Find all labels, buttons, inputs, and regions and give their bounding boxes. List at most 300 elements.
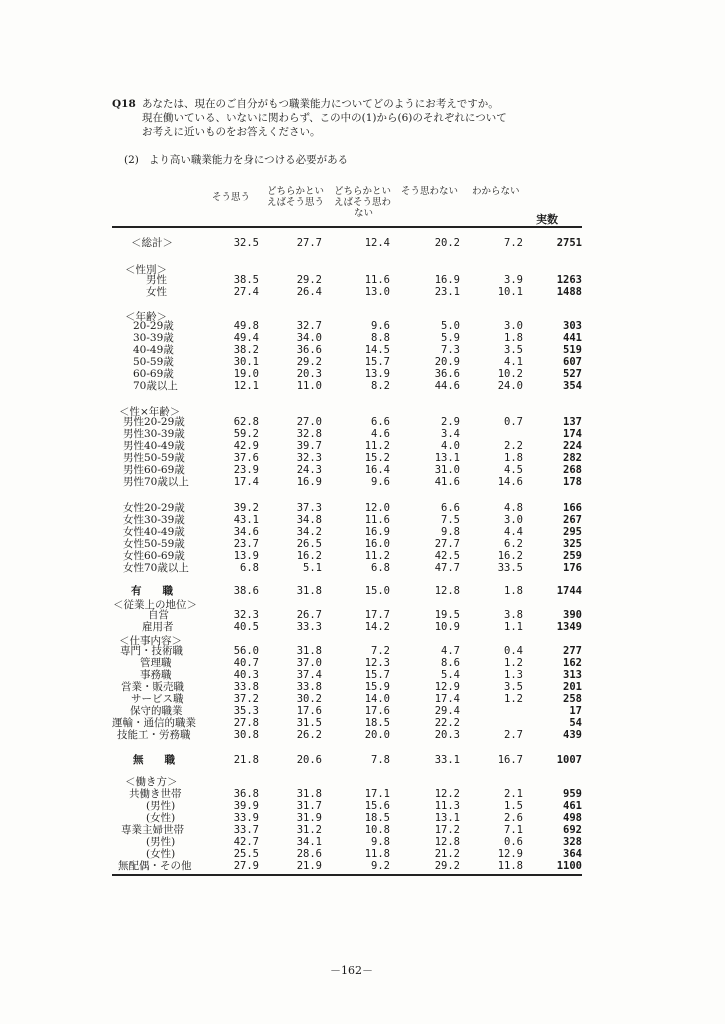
- cell-value: 3.0: [504, 320, 523, 332]
- cell-value: 31.9: [296, 812, 322, 824]
- cell-value: 35.3: [233, 705, 259, 717]
- row-label: 男性20-29歳: [123, 416, 185, 428]
- cell-value: 13.9: [364, 368, 390, 380]
- cell-value: 3.4: [441, 428, 460, 440]
- cell-value: 3.0: [504, 514, 523, 526]
- cell-value: 33.5: [497, 562, 523, 574]
- cell-value: 18.5: [364, 812, 390, 824]
- cell-value: 6.8: [371, 562, 390, 574]
- row-label: 技能工・労務職: [117, 729, 191, 741]
- cell-count: 54: [569, 717, 582, 729]
- cell-value: 33.7: [233, 824, 259, 836]
- cell-value: 11.8: [497, 860, 523, 872]
- table-row: [0, 609, 725, 621]
- cell-value: 4.1: [504, 356, 523, 368]
- row-label: 男性: [146, 274, 167, 286]
- table-bottom-rule: [112, 874, 582, 876]
- sub-question-number: (2): [124, 154, 139, 166]
- cell-value: 2.7: [504, 729, 523, 741]
- cell-value: 49.4: [233, 332, 259, 344]
- cell-value: 42.5: [434, 550, 460, 562]
- cell-value: 29.2: [434, 860, 460, 872]
- cell-count: 176: [563, 562, 582, 574]
- cell-value: 34.1: [296, 836, 322, 848]
- row-label: 女性50-59歳: [123, 538, 185, 550]
- column-header: わからない: [472, 186, 520, 197]
- cell-count: 259: [563, 550, 582, 562]
- cell-value: 12.8: [434, 585, 460, 597]
- cell-value: 42.7: [233, 836, 259, 848]
- cell-value: 14.2: [364, 621, 390, 633]
- cell-value: 25.5: [233, 848, 259, 860]
- cell-value: 3.5: [504, 681, 523, 693]
- cell-value: 8.2: [371, 380, 390, 392]
- cell-value: 5.0: [441, 320, 460, 332]
- row-label: 有 職: [131, 585, 173, 597]
- table-row: [0, 274, 725, 286]
- cell-value: 4.6: [371, 428, 390, 440]
- cell-value: 23.7: [233, 538, 259, 550]
- cell-value: 17.6: [296, 705, 322, 717]
- row-label: サービス職: [131, 693, 184, 705]
- cell-value: 1.3: [504, 669, 523, 681]
- cell-value: 34.6: [233, 526, 259, 538]
- cell-count: 1488: [556, 286, 582, 298]
- cell-value: 20.9: [434, 356, 460, 368]
- table-row: [0, 416, 725, 428]
- cell-value: 26.7: [296, 609, 322, 621]
- cell-count: 607: [563, 356, 582, 368]
- cell-count: 461: [563, 800, 582, 812]
- table-row: [0, 860, 725, 872]
- cell-value: 29.2: [296, 356, 322, 368]
- cell-value: 26.5: [296, 538, 322, 550]
- table-row: [0, 332, 725, 344]
- cell-value: 16.9: [434, 274, 460, 286]
- cell-value: 19.5: [434, 609, 460, 621]
- cell-count: 390: [563, 609, 582, 621]
- cell-value: 32.5: [233, 237, 259, 249]
- cell-value: 10.1: [497, 286, 523, 298]
- cell-value: 36.6: [434, 368, 460, 380]
- cell-value: 17.6: [364, 705, 390, 717]
- cell-value: 30.2: [296, 693, 322, 705]
- cell-value: 7.8: [371, 754, 390, 766]
- cell-value: 11.6: [364, 274, 390, 286]
- cell-value: 27.4: [233, 286, 259, 298]
- row-label: 50-59歳: [133, 356, 174, 368]
- cell-value: 38.6: [233, 585, 259, 597]
- cell-value: 36.8: [233, 788, 259, 800]
- cell-value: 29.2: [296, 274, 322, 286]
- cell-value: 37.6: [233, 452, 259, 464]
- cell-value: 16.9: [364, 526, 390, 538]
- row-label: 女性70歳以上: [123, 562, 189, 574]
- table-row: [0, 538, 725, 550]
- cell-value: 16.0: [364, 538, 390, 550]
- cell-value: 16.9: [296, 476, 322, 488]
- cell-value: 40.3: [233, 669, 259, 681]
- cell-value: 12.4: [364, 237, 390, 249]
- cell-value: 37.2: [233, 693, 259, 705]
- section-heading: ＜仕事内容＞: [119, 635, 182, 647]
- cell-value: 11.6: [364, 514, 390, 526]
- cell-value: 16.4: [364, 464, 390, 476]
- cell-value: 1.2: [504, 657, 523, 669]
- cell-value: 6.6: [441, 502, 460, 514]
- row-label: 運輸・通信的職業: [112, 717, 196, 729]
- cell-value: 39.2: [233, 502, 259, 514]
- cell-value: 28.6: [296, 848, 322, 860]
- row-label: 男性50-59歳: [123, 452, 185, 464]
- cell-count: 527: [563, 368, 582, 380]
- cell-value: 32.3: [233, 609, 259, 621]
- cell-value: 31.8: [296, 585, 322, 597]
- cell-value: 16.2: [296, 550, 322, 562]
- cell-value: 27.7: [434, 538, 460, 550]
- cell-value: 31.8: [296, 788, 322, 800]
- cell-value: 37.4: [296, 669, 322, 681]
- cell-value: 2.1: [504, 788, 523, 800]
- cell-value: 39.7: [296, 440, 322, 452]
- cell-value: 1.5: [504, 800, 523, 812]
- cell-value: 8.6: [441, 657, 460, 669]
- table-row: [0, 550, 725, 562]
- cell-value: 0.7: [504, 416, 523, 428]
- cell-count: 1007: [556, 754, 582, 766]
- cell-value: 21.9: [296, 860, 322, 872]
- cell-count: 17: [569, 705, 582, 717]
- cell-value: 13.0: [364, 286, 390, 298]
- table-row: [0, 320, 725, 332]
- cell-value: 30.1: [233, 356, 259, 368]
- cell-value: 27.9: [233, 860, 259, 872]
- cell-value: 4.8: [504, 502, 523, 514]
- cell-value: 4.4: [504, 526, 523, 538]
- cell-count: 1744: [556, 585, 582, 597]
- cell-count: 137: [563, 416, 582, 428]
- cell-value: 23.9: [233, 464, 259, 476]
- table-row: [0, 286, 725, 298]
- cell-count: 1100: [556, 860, 582, 872]
- cell-value: 10.2: [497, 368, 523, 380]
- cell-value: 22.2: [434, 717, 460, 729]
- cell-count: 162: [563, 657, 582, 669]
- cell-value: 1.8: [504, 452, 523, 464]
- cell-value: 27.7: [296, 237, 322, 249]
- table-row: [0, 452, 725, 464]
- table-row: [0, 380, 725, 392]
- row-label: (女性): [146, 812, 176, 824]
- cell-value: 2.2: [504, 440, 523, 452]
- cell-value: 9.8: [441, 526, 460, 538]
- cell-value: 12.9: [497, 848, 523, 860]
- cell-value: 8.8: [371, 332, 390, 344]
- page-number: －162－: [330, 964, 373, 977]
- table-row: [0, 848, 725, 860]
- cell-count: 268: [563, 464, 582, 476]
- cell-value: 17.2: [434, 824, 460, 836]
- question-line: あなたは、現在のご自分がもつ職業能力についてどのようにお考えですか。: [142, 98, 499, 110]
- row-label: 営業・販売職: [121, 681, 184, 693]
- cell-value: 6.8: [240, 562, 259, 574]
- cell-value: 1.8: [504, 585, 523, 597]
- table-row: [0, 562, 725, 574]
- cell-value: 19.0: [233, 368, 259, 380]
- cell-value: 36.6: [296, 344, 322, 356]
- cell-value: 62.8: [233, 416, 259, 428]
- cell-value: 24.0: [497, 380, 523, 392]
- cell-value: 11.8: [364, 848, 390, 860]
- cell-value: 7.2: [504, 237, 523, 249]
- table-row: [0, 681, 725, 693]
- cell-value: 0.6: [504, 836, 523, 848]
- cell-value: 31.7: [296, 800, 322, 812]
- cell-value: 29.4: [434, 705, 460, 717]
- row-label: 女性60-69歳: [123, 550, 185, 562]
- table-row: [0, 788, 725, 800]
- cell-value: 23.1: [434, 286, 460, 298]
- cell-value: 20.2: [434, 237, 460, 249]
- cell-value: 12.1: [233, 380, 259, 392]
- cell-count: 364: [563, 848, 582, 860]
- cell-value: 13.1: [434, 452, 460, 464]
- row-label: 男性60-69歳: [123, 464, 185, 476]
- cell-value: 43.1: [233, 514, 259, 526]
- table-row: [0, 693, 725, 705]
- cell-value: 16.7: [497, 754, 523, 766]
- cell-value: 6.2: [504, 538, 523, 550]
- row-label: 20-29歳: [133, 320, 174, 332]
- cell-value: 7.3: [441, 344, 460, 356]
- cell-count: 519: [563, 344, 582, 356]
- table-row: [0, 585, 725, 597]
- row-label: 男性30-39歳: [123, 428, 185, 440]
- cell-value: 9.2: [371, 860, 390, 872]
- table-row: [0, 368, 725, 380]
- section-heading: ＜年齢＞: [125, 311, 167, 323]
- cell-count: 498: [563, 812, 582, 824]
- cell-value: 10.9: [434, 621, 460, 633]
- cell-value: 33.3: [296, 621, 322, 633]
- table-row: [0, 836, 725, 848]
- column-header: どちらかとい えばそう思う: [267, 186, 325, 208]
- cell-value: 0.4: [504, 645, 523, 657]
- cell-count: 282: [563, 452, 582, 464]
- cell-value: 37.0: [296, 657, 322, 669]
- cell-value: 10.8: [364, 824, 390, 836]
- question-line: お考えに近いものをお答えください。: [142, 126, 321, 138]
- column-header: そう思う: [212, 192, 251, 203]
- row-label: 専門・技術職: [120, 645, 183, 657]
- row-label: (男性): [146, 800, 176, 812]
- cell-count: 959: [563, 788, 582, 800]
- row-label: 無 職: [133, 754, 175, 766]
- cell-value: 59.2: [233, 428, 259, 440]
- row-label: 40-49歳: [133, 344, 174, 356]
- cell-count: 224: [563, 440, 582, 452]
- cell-value: 18.5: [364, 717, 390, 729]
- table-row: [0, 717, 725, 729]
- sub-question: [124, 152, 358, 167]
- cell-count: 692: [563, 824, 582, 836]
- cell-value: 56.0: [233, 645, 259, 657]
- cell-value: 47.7: [434, 562, 460, 574]
- cell-value: 15.7: [364, 669, 390, 681]
- cell-value: 9.8: [371, 836, 390, 848]
- row-label: 女性30-39歳: [123, 514, 185, 526]
- cell-value: 1.2: [504, 693, 523, 705]
- row-label: 専業主婦世帯: [121, 824, 184, 836]
- cell-value: 31.8: [296, 645, 322, 657]
- table-row: [0, 526, 725, 538]
- cell-value: 15.0: [364, 585, 390, 597]
- row-label: 女性40-49歳: [123, 526, 185, 538]
- cell-count: 1263: [556, 274, 582, 286]
- cell-count: 174: [563, 428, 582, 440]
- cell-value: 34.8: [296, 514, 322, 526]
- cell-value: 13.1: [434, 812, 460, 824]
- cell-value: 12.0: [364, 502, 390, 514]
- cell-value: 20.3: [296, 368, 322, 380]
- cell-count: 258: [563, 693, 582, 705]
- cell-value: 49.8: [233, 320, 259, 332]
- cell-value: 32.8: [296, 428, 322, 440]
- cell-value: 17.4: [233, 476, 259, 488]
- cell-value: 26.2: [296, 729, 322, 741]
- cell-value: 9.6: [371, 476, 390, 488]
- cell-value: 13.9: [233, 550, 259, 562]
- cell-value: 17.4: [434, 693, 460, 705]
- cell-value: 38.2: [233, 344, 259, 356]
- cell-value: 17.7: [364, 609, 390, 621]
- cell-value: 31.2: [296, 824, 322, 836]
- section-heading: ＜性別＞: [125, 264, 167, 276]
- table-row: [0, 237, 725, 249]
- cell-count: 267: [563, 514, 582, 526]
- cell-value: 5.1: [303, 562, 322, 574]
- cell-value: 33.1: [434, 754, 460, 766]
- cell-value: 41.6: [434, 476, 460, 488]
- cell-value: 44.6: [434, 380, 460, 392]
- cell-value: 34.2: [296, 526, 322, 538]
- cell-value: 21.2: [434, 848, 460, 860]
- cell-value: 12.9: [434, 681, 460, 693]
- cell-count: 325: [563, 538, 582, 550]
- cell-value: 12.8: [434, 836, 460, 848]
- cell-count: 354: [563, 380, 582, 392]
- cell-value: 12.3: [364, 657, 390, 669]
- table-row: [0, 502, 725, 514]
- cell-value: 16.2: [497, 550, 523, 562]
- cell-value: 15.6: [364, 800, 390, 812]
- section-heading: ＜従業上の地位＞: [113, 599, 197, 611]
- cell-value: 7.2: [371, 645, 390, 657]
- cell-value: 14.0: [364, 693, 390, 705]
- cell-value: 12.2: [434, 788, 460, 800]
- cell-value: 15.7: [364, 356, 390, 368]
- cell-value: 1.8: [504, 332, 523, 344]
- cell-value: 24.3: [296, 464, 322, 476]
- cell-value: 2.9: [441, 416, 460, 428]
- count-header: 実数: [536, 213, 558, 226]
- table-row: [0, 344, 725, 356]
- row-label: (女性): [146, 848, 176, 860]
- row-label: 無配偶・その他: [118, 860, 192, 872]
- cell-value: 4.5: [504, 464, 523, 476]
- table-top-rule: [112, 226, 582, 228]
- cell-value: 31.0: [434, 464, 460, 476]
- cell-value: 38.5: [233, 274, 259, 286]
- cell-value: 9.6: [371, 320, 390, 332]
- cell-value: 15.2: [364, 452, 390, 464]
- cell-value: 11.2: [364, 440, 390, 452]
- cell-value: 4.7: [441, 645, 460, 657]
- cell-value: 5.4: [441, 669, 460, 681]
- row-label: 管理職: [140, 657, 172, 669]
- cell-value: 30.8: [233, 729, 259, 741]
- table-row: [0, 645, 725, 657]
- cell-value: 42.9: [233, 440, 259, 452]
- cell-count: 166: [563, 502, 582, 514]
- section-heading: ＜性×年齢＞: [119, 406, 181, 418]
- table-row: [0, 705, 725, 717]
- row-label: 70歳以上: [133, 380, 178, 392]
- cell-value: 3.5: [504, 344, 523, 356]
- row-label: 自営: [148, 609, 169, 621]
- cell-value: 26.4: [296, 286, 322, 298]
- table-row: [0, 812, 725, 824]
- cell-value: 34.0: [296, 332, 322, 344]
- row-label: (男性): [146, 836, 176, 848]
- cell-value: 27.0: [296, 416, 322, 428]
- section-heading: ＜働き方＞: [125, 776, 178, 788]
- cell-value: 11.3: [434, 800, 460, 812]
- table-row: [0, 440, 725, 452]
- table-row: [0, 800, 725, 812]
- cell-count: 303: [563, 320, 582, 332]
- cell-value: 21.8: [233, 754, 259, 766]
- cell-count: 178: [563, 476, 582, 488]
- cell-value: 15.9: [364, 681, 390, 693]
- row-label: 60-69歳: [133, 368, 174, 380]
- cell-count: 313: [563, 669, 582, 681]
- cell-value: 33.9: [233, 812, 259, 824]
- row-label: 事務職: [140, 669, 172, 681]
- table-row: [0, 669, 725, 681]
- column-header: そう思わない: [401, 186, 459, 197]
- table-row: [0, 657, 725, 669]
- cell-value: 32.3: [296, 452, 322, 464]
- cell-value: 20.0: [364, 729, 390, 741]
- table-row: [0, 428, 725, 440]
- cell-value: 20.3: [434, 729, 460, 741]
- cell-value: 27.8: [233, 717, 259, 729]
- cell-count: 441: [563, 332, 582, 344]
- cell-value: 17.1: [364, 788, 390, 800]
- table-row: [0, 464, 725, 476]
- row-label: 共働き世帯: [129, 788, 182, 800]
- row-label: ＜総計＞: [131, 237, 173, 249]
- cell-count: 295: [563, 526, 582, 538]
- cell-value: 1.1: [504, 621, 523, 633]
- cell-value: 31.5: [296, 717, 322, 729]
- cell-value: 39.9: [233, 800, 259, 812]
- table-row: [0, 514, 725, 526]
- table-row: [0, 621, 725, 633]
- cell-count: 1349: [556, 621, 582, 633]
- column-header: どちらかとい えばそう思わ ない: [334, 186, 392, 219]
